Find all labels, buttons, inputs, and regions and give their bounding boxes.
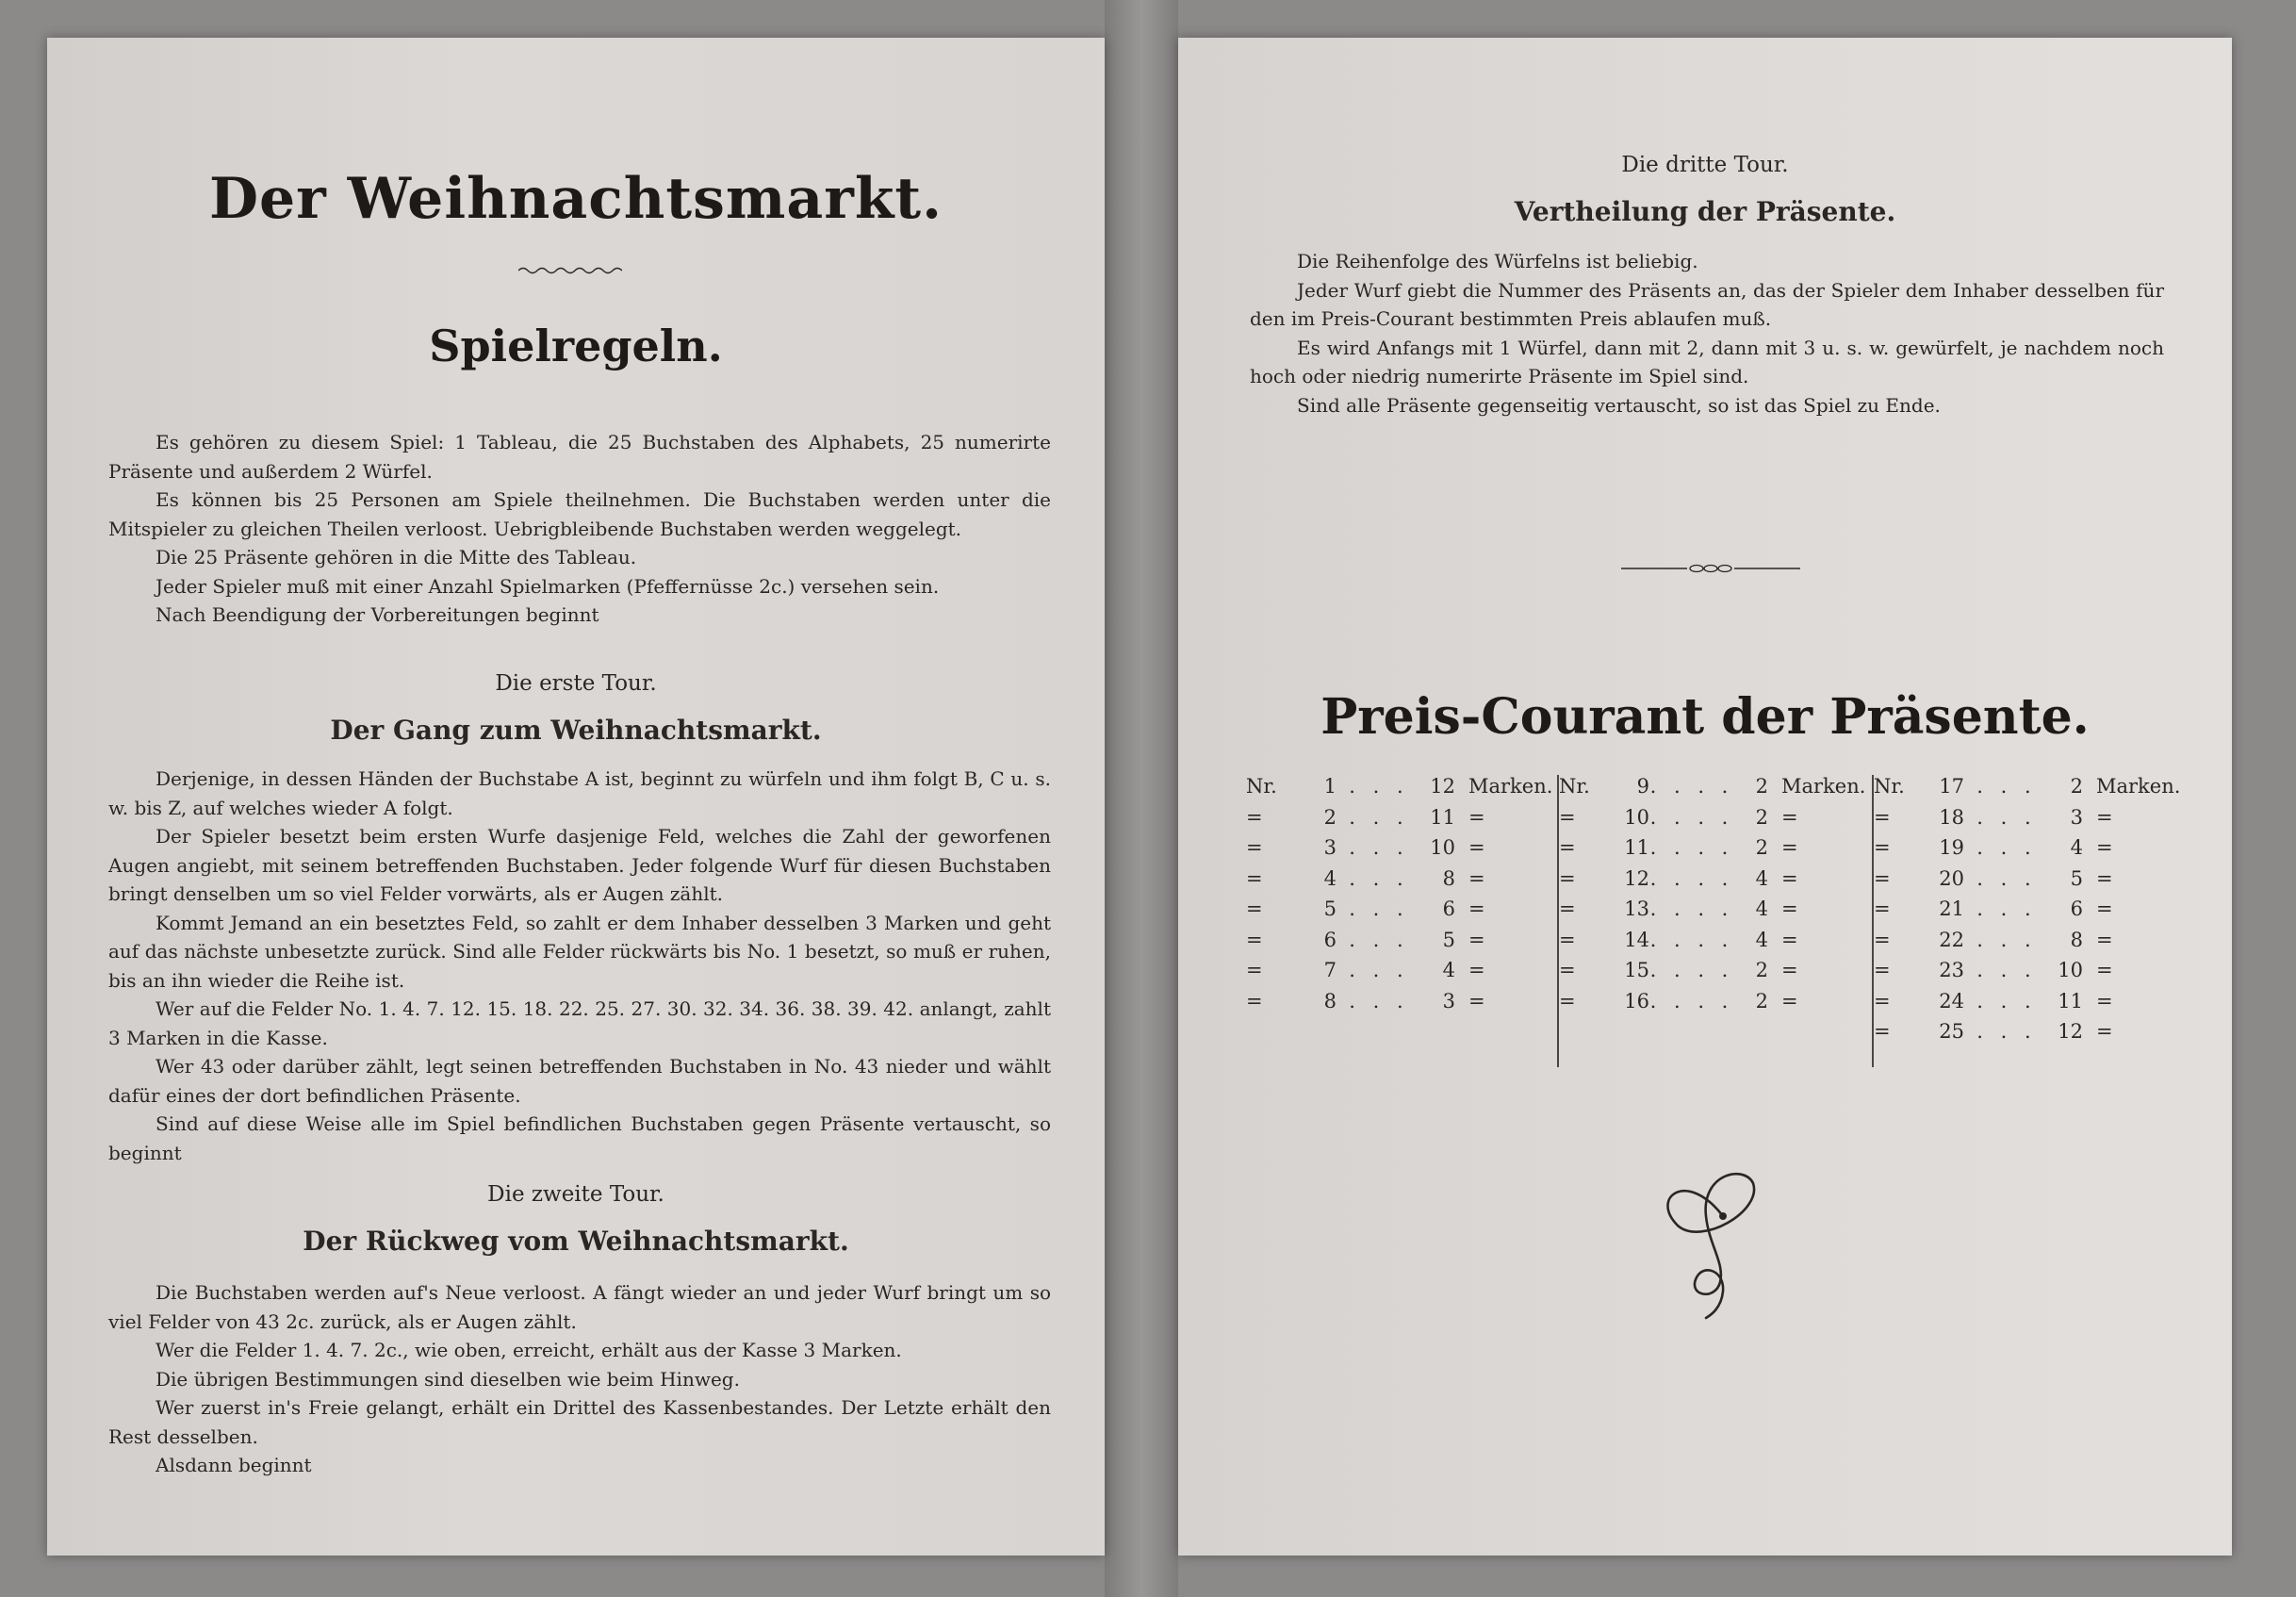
price-row	[1874, 959, 2113, 989]
price-dots: . . . .	[1649, 775, 1734, 798]
price-dots: . . .	[1349, 928, 1409, 951]
tour2-paragraph: Wer zuerst in's Freie gelangt, erhält ein Drittel des Kassenbestandes. Der Letzte erhält den Rest desselben.	[108, 1396, 1051, 1448]
price-nr: =	[1874, 805, 1891, 829]
price-nr: =	[1874, 836, 1891, 859]
price-column	[1557, 775, 1881, 1067]
price-num: 20	[1939, 866, 1964, 890]
price-row	[1874, 806, 2113, 836]
price-dots: . . .	[1976, 897, 2037, 920]
right-page	[1178, 38, 2232, 1556]
price-num: 9	[1636, 775, 1649, 798]
price-val: 11	[1430, 805, 1455, 829]
price-unit: =	[2096, 836, 2113, 859]
price-unit: =	[2096, 897, 2113, 920]
price-row	[1874, 1020, 2113, 1050]
price-nr: =	[1874, 959, 1891, 981]
price-val: 4	[1442, 959, 1455, 981]
price-unit: =	[1468, 989, 1485, 1013]
price-unit: =	[2096, 959, 2113, 981]
price-val: 11	[2058, 989, 2083, 1013]
price-dots: . . .	[1976, 805, 2037, 829]
price-nr: =	[1559, 866, 1576, 890]
price-nr: =	[1559, 989, 1576, 1013]
price-val: 6	[2070, 897, 2083, 920]
price-num: 1	[1323, 775, 1337, 798]
tour2-paragraph: Die Buchstaben werden auf's Neue verloost. A fängt wieder an und jeder Wurf bringt um so viel Felder von 43 2c. zurück, als er Augen zählt.	[108, 1281, 1051, 1333]
tour1-title: Der Gang zum Weihnachtsmarkt.	[330, 715, 822, 746]
price-dots: . . .	[1349, 836, 1409, 859]
price-unit: =	[1781, 897, 1798, 920]
price-dots: . . .	[1349, 866, 1409, 890]
price-num: 24	[1939, 989, 1964, 1013]
intro-paragraph: Jeder Spieler muß mit einer Anzahl Spielmarken (Pfeffernüsse 2c.) versehen sein.	[156, 574, 940, 598]
tour3-paragraph: Die Reihenfolge des Würfelns ist beliebig.	[1297, 250, 1698, 272]
squiggle-divider-icon	[518, 266, 622, 275]
price-row	[1874, 775, 2180, 805]
price-unit: =	[2096, 1020, 2113, 1043]
tour2-paragraph: Wer die Felder 1. 4. 7. 2c., wie oben, erreicht, erhält aus der Kasse 3 Marken.	[156, 1339, 902, 1361]
price-num: 6	[1323, 928, 1337, 951]
price-nr: =	[1874, 989, 1891, 1013]
price-num: 4	[1323, 866, 1337, 890]
price-unit: =	[1468, 836, 1485, 859]
price-val: 4	[1755, 897, 1768, 920]
price-val: 3	[1442, 989, 1455, 1013]
price-row	[1874, 990, 2113, 1020]
tour3-paragraph: Sind alle Präsente gegenseitig vertauscht, so ist das Spiel zu Ende.	[1297, 393, 1941, 417]
tour1-text	[108, 765, 1051, 1167]
intro-text	[108, 428, 1051, 630]
price-nr: =	[1874, 866, 1891, 890]
price-nr: =	[1559, 959, 1576, 981]
price-column	[1872, 775, 2196, 1067]
price-row	[1246, 959, 1485, 989]
price-row	[1874, 867, 2113, 897]
price-unit: =	[1781, 928, 1798, 951]
price-num: 15	[1624, 959, 1649, 981]
price-num: 11	[1624, 836, 1649, 859]
price-dots: . . . .	[1649, 805, 1734, 829]
price-unit: =	[1468, 897, 1485, 920]
price-row	[1246, 806, 1485, 836]
price-nr: =	[1246, 897, 1263, 920]
ornamental-rule-icon	[1621, 561, 1800, 576]
tour2-paragraph: Alsdann beginnt	[156, 1454, 312, 1476]
page-title: Der Weihnachtsmarkt.	[208, 166, 943, 232]
price-val: 2	[1755, 959, 1768, 981]
price-row	[1559, 775, 1865, 805]
price-dots: . . .	[1976, 836, 2037, 859]
tour1-paragraph: Wer 43 oder darüber zählt, legt seinen betreffenden Buchstaben in No. 43 nieder und wählt dafür eines der dort befindlichen Präsente.	[108, 1055, 1051, 1107]
intro-paragraph: Nach Beendigung der Vorbereitungen beginnt	[156, 603, 599, 626]
price-unit: =	[2096, 866, 2113, 890]
price-val: 5	[2070, 866, 2083, 890]
price-dots: . . .	[1976, 866, 2037, 890]
price-nr: =	[1559, 897, 1576, 920]
tour2-label: Die zweite Tour.	[487, 1182, 664, 1207]
price-num: 16	[1624, 989, 1649, 1013]
price-table	[1246, 775, 2179, 1067]
intro-paragraph: Die 25 Präsente gehören in die Mitte des Tableau.	[156, 546, 637, 568]
price-unit: =	[1468, 805, 1485, 829]
price-row	[1246, 867, 1485, 897]
price-val: 10	[2058, 959, 2083, 981]
price-val: 2	[1755, 775, 1768, 798]
intro-paragraph: Es gehören zu diesem Spiel: 1 Tableau, die 25 Buchstaben des Alphabets, 25 numerirte Präsente und außerdem 2 Würfel.	[108, 431, 1051, 483]
tour2-paragraph: Die übrigen Bestimmungen sind dieselben wie beim Hinweg.	[156, 1367, 740, 1391]
price-row	[1246, 836, 1485, 866]
tour1-paragraph: Wer auf die Felder No. 1. 4. 7. 12. 15. 18. 22. 25. 27. 30. 32. 34. 36. 38. 39. 42. anlangt, zahlt 3 Marken in die Kasse.	[108, 997, 1051, 1049]
price-nr: =	[1246, 805, 1263, 829]
tour1-paragraph: Kommt Jemand an ein besetztes Feld, so zahlt er dem Inhaber desselben 3 Marken und geht auf das nächste unbesetzte zurück. Sind alle Felder rückwärts bis No. 1 besetzt, so muß er ruhen, bis an ihn wieder die Reihe ist.	[108, 911, 1051, 992]
price-nr: =	[1559, 805, 1576, 829]
price-num: 19	[1939, 836, 1964, 859]
price-val: 10	[1430, 836, 1455, 859]
price-num: 7	[1323, 959, 1337, 981]
tour1-paragraph: Sind auf diese Weise alle im Spiel befindlichen Buchstaben gegen Präsente vertauscht, so beginnt	[108, 1112, 1051, 1164]
price-dots: . . .	[1349, 959, 1409, 981]
price-nr: Nr.	[1246, 775, 1277, 798]
intro-paragraph: Es können bis 25 Personen am Spiele theilnehmen. Die Buchstaben werden unter die Mitspieler zu gleichen Theilen verloost. Uebrigbleibende Buchstaben werden weggelegt.	[108, 488, 1051, 540]
price-row	[1559, 806, 1798, 836]
price-unit: =	[1468, 959, 1485, 981]
price-dots: . . . .	[1649, 989, 1734, 1013]
price-num: 5	[1323, 897, 1337, 920]
price-unit: =	[1468, 928, 1485, 951]
price-dots: . . .	[1976, 775, 2037, 798]
price-num: 18	[1939, 805, 1964, 829]
price-nr: =	[1874, 928, 1891, 951]
price-row	[1246, 990, 1485, 1020]
price-nr: =	[1559, 836, 1576, 859]
price-unit: =	[1781, 959, 1798, 981]
price-nr: =	[1559, 928, 1576, 951]
price-dots: . . . .	[1649, 897, 1734, 920]
price-nr: =	[1246, 989, 1263, 1013]
price-val: 6	[1442, 897, 1455, 920]
price-val: 4	[2070, 836, 2083, 859]
price-row	[1246, 929, 1485, 959]
price-dots: . . . .	[1649, 836, 1734, 859]
price-num: 22	[1939, 928, 1964, 951]
price-row	[1874, 929, 2113, 959]
price-num: 8	[1323, 989, 1337, 1013]
price-num: 21	[1939, 897, 1964, 920]
tour1-label: Die erste Tour.	[495, 671, 657, 696]
price-val: 2	[1755, 805, 1768, 829]
price-val: 4	[1755, 928, 1768, 951]
price-row	[1246, 775, 1552, 805]
price-row	[1559, 897, 1798, 928]
price-dots: . . .	[1349, 805, 1409, 829]
price-row	[1559, 990, 1798, 1020]
price-nr: =	[1246, 836, 1263, 859]
tour3-label: Die dritte Tour.	[1621, 153, 1789, 177]
price-unit: Marken.	[2096, 775, 2181, 798]
price-dots: . . . .	[1649, 959, 1734, 981]
price-num: 13	[1624, 897, 1649, 920]
price-dots: . . . .	[1649, 928, 1734, 951]
left-page	[47, 38, 1105, 1556]
price-dots: . . .	[1349, 897, 1409, 920]
rules-heading: Spielregeln.	[429, 321, 723, 371]
price-unit: =	[2096, 928, 2113, 951]
price-unit: =	[2096, 805, 2113, 829]
price-unit: =	[1781, 866, 1798, 890]
tour2-text	[108, 1278, 1051, 1480]
price-row	[1246, 897, 1485, 928]
price-unit: Marken.	[1781, 775, 1866, 798]
price-row	[1874, 897, 2113, 928]
price-dots: . . .	[1349, 989, 1409, 1013]
tour3-paragraph: Jeder Wurf giebt die Nummer des Präsents an, das der Spieler dem Inhaber desselben für den im Preis-Courant bestimmten Preis ablaufen muß.	[1250, 278, 2164, 330]
price-num: 23	[1939, 959, 1964, 981]
price-unit: =	[1468, 866, 1485, 890]
price-row	[1559, 929, 1798, 959]
price-nr: =	[1246, 866, 1263, 890]
price-val: 2	[1755, 836, 1768, 859]
price-val: 4	[1755, 866, 1768, 890]
price-num: 2	[1323, 805, 1337, 829]
price-val: 8	[1442, 866, 1455, 890]
price-unit: =	[1781, 836, 1798, 859]
price-val: 12	[2058, 1020, 2083, 1043]
tour2-title: Der Rückweg vom Weihnachtsmarkt.	[303, 1226, 849, 1257]
price-nr: =	[1246, 928, 1263, 951]
price-val: 8	[2070, 928, 2083, 951]
tour3-paragraph: Es wird Anfangs mit 1 Würfel, dann mit 2, dann mit 3 u. s. w. gewürfelt, je nachdem noch hoch oder niedrig numerirte Präsente im Spiel sind.	[1250, 336, 2164, 387]
price-dots: . . .	[1976, 928, 2037, 951]
price-dots: . . .	[1976, 989, 2037, 1013]
price-unit: Marken.	[1468, 775, 1553, 798]
price-dots: . . .	[1976, 1020, 2037, 1043]
price-num: 17	[1939, 775, 1964, 798]
price-val: 2	[1755, 989, 1768, 1013]
price-val: 5	[1442, 928, 1455, 951]
price-column	[1246, 775, 1557, 1067]
price-list-title: Preis-Courant der Präsente.	[1320, 688, 2090, 746]
price-row	[1559, 959, 1798, 989]
price-dots: . . .	[1349, 775, 1409, 798]
price-val: 3	[2070, 805, 2083, 829]
price-num: 25	[1939, 1020, 1964, 1043]
tour3-text	[1250, 247, 2164, 420]
price-dots: . . .	[1976, 959, 2037, 981]
price-nr: =	[1874, 1020, 1891, 1043]
tour3-title: Vertheilung der Präsente.	[1514, 196, 1896, 227]
price-dots: . . . .	[1649, 866, 1734, 890]
price-row	[1559, 836, 1798, 866]
price-row	[1874, 836, 2113, 866]
book-gutter	[1105, 0, 1178, 1597]
price-row	[1559, 867, 1798, 897]
tour1-paragraph: Der Spieler besetzt beim ersten Wurfe dasjenige Feld, welches die Zahl der geworfenen Augen angiebt, mit seinem betreffenden Buchstaben. Jeder folgende Wurf für diesen Buchstaben bringt denselben um so viel Felder vorwärts, als er Augen zählt.	[108, 825, 1051, 905]
price-val: 2	[2070, 775, 2083, 798]
price-num: 12	[1624, 866, 1649, 890]
price-nr: Nr.	[1559, 775, 1590, 798]
price-nr: =	[1874, 897, 1891, 920]
price-unit: =	[1781, 805, 1798, 829]
tour1-paragraph: Derjenige, in dessen Händen der Buchstabe A ist, beginnt zu würfeln und ihm folgt B, C u. s. w. bis Z, auf welches wieder A folgt.	[108, 767, 1051, 819]
price-val: 12	[1430, 775, 1455, 798]
price-nr: =	[1246, 959, 1263, 981]
price-num: 14	[1624, 928, 1649, 951]
script-flourish-icon	[1649, 1160, 1781, 1320]
price-num: 3	[1323, 836, 1337, 859]
price-num: 10	[1624, 805, 1649, 829]
price-unit: =	[1781, 989, 1798, 1013]
price-unit: =	[2096, 989, 2113, 1013]
price-nr: Nr.	[1874, 775, 1905, 798]
